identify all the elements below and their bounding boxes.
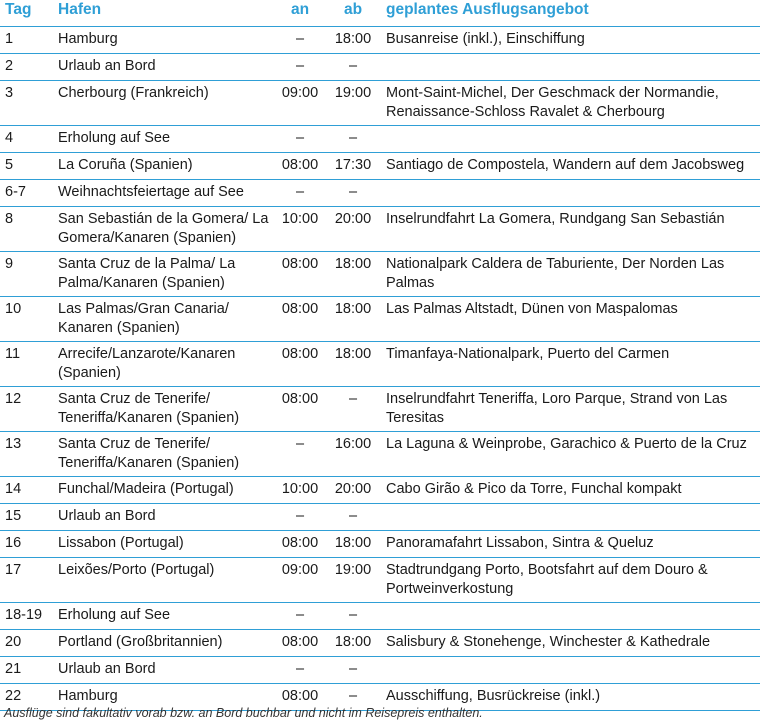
cell-angebot: Inselrundfahrt La Gomera, Rundgang San Sebastián [378, 207, 760, 252]
cell-ab: 19:00 [328, 81, 378, 126]
table-row [0, 27, 760, 54]
cell-ab: 18:00 [328, 252, 378, 297]
cell-an: 08:00 [272, 387, 328, 432]
cell-ab: 20:00 [328, 207, 378, 252]
cell-angebot: Busanreise (inkl.), Einschiffung [378, 27, 760, 54]
cell-an: 08:00 [272, 342, 328, 387]
cell-ab: – [328, 387, 378, 432]
cell-an: 08:00 [272, 531, 328, 558]
cell-angebot [378, 126, 760, 153]
cell-angebot: Nationalpark Caldera de Taburiente, Der Norden Las Palmas [378, 252, 760, 297]
cell-tag: 3 [0, 81, 52, 126]
cell-hafen: La Coruña (Spanien) [52, 153, 272, 180]
table-row [0, 531, 760, 558]
cell-angebot: Stadtrundgang Porto, Bootsfahrt auf dem Douro & Portweinverkostung [378, 558, 760, 603]
cell-ab: – [328, 603, 378, 630]
cell-an: 08:00 [272, 297, 328, 342]
cell-ab: – [328, 657, 378, 684]
cell-hafen: Santa Cruz de Tenerife/ Teneriffa/Kanaren (Spanien) [52, 387, 272, 432]
cell-an: – [272, 126, 328, 153]
cell-hafen: Funchal/Madeira (Portugal) [52, 477, 272, 504]
header-ab: ab [343, 1, 363, 18]
cell-angebot [378, 180, 760, 207]
cell-hafen: San Sebastián de la Gomera/ La Gomera/Kanaren (Spanien) [52, 207, 272, 252]
cell-tag: 12 [0, 387, 52, 432]
cell-hafen: Portland (Großbritannien) [52, 630, 272, 657]
cell-hafen: Urlaub an Bord [52, 504, 272, 531]
cell-tag: 8 [0, 207, 52, 252]
header-angebot: geplantes Ausflugsangebot [386, 1, 589, 18]
cell-angebot: La Laguna & Weinprobe, Garachico & Puerto de la Cruz [378, 432, 760, 477]
header-an: an [290, 1, 310, 18]
cell-angebot [378, 657, 760, 684]
cell-an: 10:00 [272, 477, 328, 504]
cell-hafen: Erholung auf See [52, 603, 272, 630]
cell-tag: 16 [0, 531, 52, 558]
cell-an: – [272, 180, 328, 207]
footnote: Ausflüge sind fakultativ vorab bzw. an Bord buchbar und nicht im Reisepreis enthalten. [4, 706, 483, 720]
cell-angebot: Las Palmas Altstadt, Dünen von Maspalomas [378, 297, 760, 342]
header-tag: Tag [5, 1, 32, 18]
cell-ab: 18:00 [328, 630, 378, 657]
cell-hafen: Leixões/Porto (Portugal) [52, 558, 272, 603]
cell-tag: 22 [0, 684, 52, 711]
table-row [0, 432, 760, 477]
table-header [0, 0, 760, 27]
cell-tag: 20 [0, 630, 52, 657]
cell-ab: 18:00 [328, 27, 378, 54]
table-row [0, 252, 760, 297]
cell-an: 08:00 [272, 153, 328, 180]
cell-an: – [272, 54, 328, 81]
cell-hafen: Cherbourg (Frankreich) [52, 81, 272, 126]
table-row [0, 603, 760, 630]
cell-ab: 18:00 [328, 531, 378, 558]
cell-an: 08:00 [272, 684, 328, 711]
cell-tag: 10 [0, 297, 52, 342]
cell-hafen: Urlaub an Bord [52, 657, 272, 684]
cell-an: 10:00 [272, 207, 328, 252]
cell-tag: 15 [0, 504, 52, 531]
cell-hafen: Arrecife/Lanzarote/Kanaren (Spanien) [52, 342, 272, 387]
table-row [0, 477, 760, 504]
cell-ab: – [328, 126, 378, 153]
table-row [0, 297, 760, 342]
header-hafen: Hafen [58, 1, 102, 18]
cell-angebot: Ausschiffung, Busrückreise (inkl.) [378, 684, 760, 711]
cell-angebot [378, 603, 760, 630]
cell-ab: 17:30 [328, 153, 378, 180]
table-row [0, 207, 760, 252]
cell-ab: 20:00 [328, 477, 378, 504]
cell-angebot: Mont-Saint-Michel, Der Geschmack der Normandie, Renaissance-Schloss Ravalet & Cherbourg [378, 81, 760, 126]
cell-ab: – [328, 684, 378, 711]
cell-tag: 6-7 [0, 180, 52, 207]
cell-an: 08:00 [272, 630, 328, 657]
cell-hafen: Las Palmas/Gran Canaria/ Kanaren (Spanien) [52, 297, 272, 342]
cell-angebot [378, 54, 760, 81]
cell-an: – [272, 27, 328, 54]
table-row [0, 387, 760, 432]
cell-hafen: Hamburg [52, 27, 272, 54]
cell-hafen: Weihnachtsfeiertage auf See [52, 180, 272, 207]
table-row [0, 657, 760, 684]
table-row [0, 558, 760, 603]
cell-angebot: Salisbury & Stonehenge, Winchester & Kathedrale [378, 630, 760, 657]
table-row [0, 342, 760, 387]
cell-tag: 21 [0, 657, 52, 684]
cell-hafen: Erholung auf See [52, 126, 272, 153]
cell-tag: 9 [0, 252, 52, 297]
cell-angebot [378, 504, 760, 531]
cell-tag: 1 [0, 27, 52, 54]
cell-ab: – [328, 504, 378, 531]
table-row [0, 504, 760, 531]
cell-hafen: Urlaub an Bord [52, 54, 272, 81]
cell-an: – [272, 603, 328, 630]
cell-angebot: Cabo Girão & Pico da Torre, Funchal kompakt [378, 477, 760, 504]
table-body [0, 27, 760, 711]
cell-ab: 18:00 [328, 342, 378, 387]
table-row [0, 54, 760, 81]
cell-angebot: Timanfaya-Nationalpark, Puerto del Carmen [378, 342, 760, 387]
cell-hafen: Lissabon (Portugal) [52, 531, 272, 558]
table-row [0, 630, 760, 657]
table-row [0, 180, 760, 207]
table-row [0, 153, 760, 180]
cell-tag: 18-19 [0, 603, 52, 630]
table-row [0, 81, 760, 126]
cell-ab: 16:00 [328, 432, 378, 477]
cell-hafen: Santa Cruz de la Palma/ La Palma/Kanaren (Spanien) [52, 252, 272, 297]
cell-tag: 14 [0, 477, 52, 504]
cell-an: – [272, 504, 328, 531]
cell-ab: – [328, 54, 378, 81]
cell-ab: 19:00 [328, 558, 378, 603]
cell-tag: 4 [0, 126, 52, 153]
cell-angebot: Santiago de Compostela, Wandern auf dem Jacobsweg [378, 153, 760, 180]
cell-tag: 5 [0, 153, 52, 180]
cell-ab: – [328, 180, 378, 207]
cell-angebot: Panoramafahrt Lissabon, Sintra & Queluz [378, 531, 760, 558]
cell-tag: 13 [0, 432, 52, 477]
cell-angebot: Inselrundfahrt Teneriffa, Loro Parque, Strand von Las Teresitas [378, 387, 760, 432]
cell-tag: 11 [0, 342, 52, 387]
cell-an: 09:00 [272, 81, 328, 126]
cell-an: 08:00 [272, 252, 328, 297]
cell-hafen: Santa Cruz de Tenerife/ Teneriffa/Kanaren (Spanien) [52, 432, 272, 477]
cell-tag: 2 [0, 54, 52, 81]
cell-an: – [272, 432, 328, 477]
cell-hafen: Hamburg [52, 684, 272, 711]
cell-an: – [272, 657, 328, 684]
cell-ab: 18:00 [328, 297, 378, 342]
cell-an: 09:00 [272, 558, 328, 603]
table-row [0, 126, 760, 153]
cell-tag: 17 [0, 558, 52, 603]
